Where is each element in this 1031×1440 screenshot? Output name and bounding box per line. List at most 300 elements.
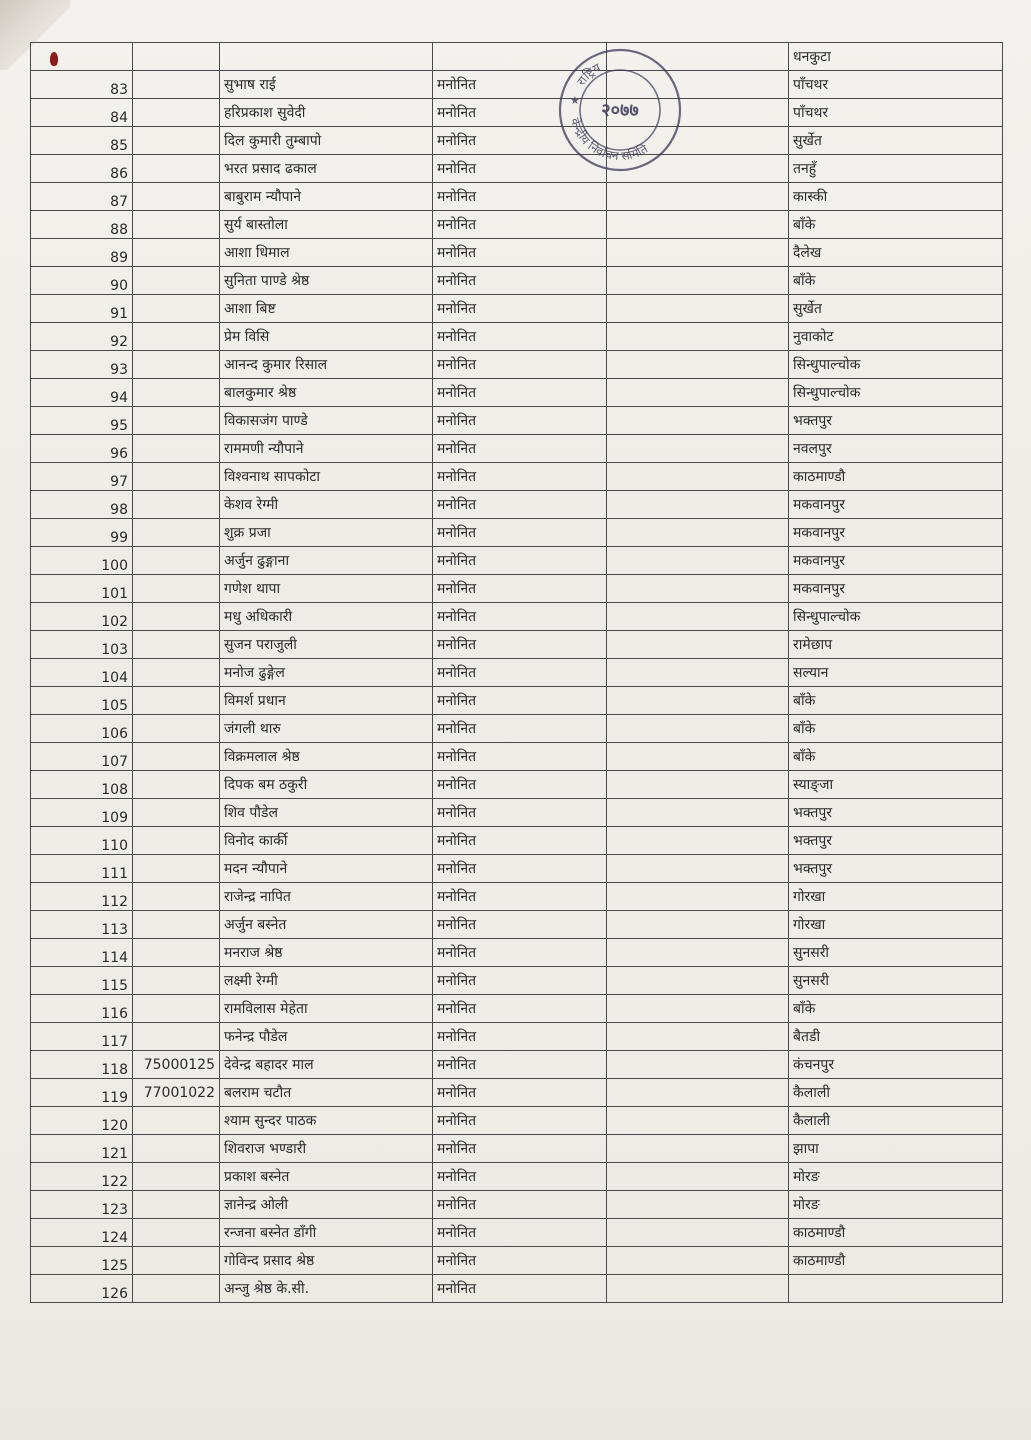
- serial-number-cell: 120: [31, 1107, 133, 1135]
- blank-cell: [607, 827, 789, 855]
- district-cell: कास्की: [789, 183, 1003, 211]
- table-row: [31, 967, 1003, 995]
- category-cell: मनोनित: [433, 631, 607, 659]
- table-row: [31, 631, 1003, 659]
- table-row: [31, 1079, 1003, 1107]
- district-cell: गोरखा: [789, 883, 1003, 911]
- member-id-cell: [133, 827, 220, 855]
- category-cell: मनोनित: [433, 71, 607, 99]
- serial-number-cell: 90: [31, 267, 133, 295]
- table-row: [31, 491, 1003, 519]
- candidate-name-cell: विक्रमलाल श्रेष्ठ: [220, 743, 433, 771]
- category-cell: मनोनित: [433, 323, 607, 351]
- table-row: [31, 323, 1003, 351]
- category-cell: मनोनित: [433, 827, 607, 855]
- table-row: [31, 351, 1003, 379]
- district-cell: कैलाली: [789, 1107, 1003, 1135]
- blank-cell: [607, 1191, 789, 1219]
- table-row: [31, 1219, 1003, 1247]
- category-cell: मनोनित: [433, 407, 607, 435]
- serial-number-cell: 111: [31, 855, 133, 883]
- district-cell: बाँके: [789, 687, 1003, 715]
- member-id-cell: [133, 99, 220, 127]
- district-cell: सुनसरी: [789, 939, 1003, 967]
- candidate-name-cell: आशा बिष्ट: [220, 295, 433, 323]
- header-cell: [31, 43, 133, 71]
- district-cell: सिन्धुपाल्चोक: [789, 351, 1003, 379]
- category-cell: मनोनित: [433, 1051, 607, 1079]
- category-cell: मनोनित: [433, 379, 607, 407]
- blank-cell: [607, 575, 789, 603]
- candidate-name-cell: श्याम सुन्दर पाठक: [220, 1107, 433, 1135]
- category-cell: मनोनित: [433, 1191, 607, 1219]
- member-id-cell: [133, 1135, 220, 1163]
- candidate-name-cell: शिव पौडेल: [220, 799, 433, 827]
- serial-number-cell: 113: [31, 911, 133, 939]
- member-id-cell: [133, 715, 220, 743]
- candidate-name-cell: प्रकाश बस्नेत: [220, 1163, 433, 1191]
- category-cell: मनोनित: [433, 239, 607, 267]
- district-cell: मोरङ: [789, 1191, 1003, 1219]
- table-row: [31, 1051, 1003, 1079]
- serial-number-cell: 116: [31, 995, 133, 1023]
- candidate-name-cell: भरत प्रसाद ढकाल: [220, 155, 433, 183]
- district-cell: कंचनपुर: [789, 1051, 1003, 1079]
- category-cell: मनोनित: [433, 491, 607, 519]
- table-row: [31, 911, 1003, 939]
- district-cell: सिन्धुपाल्चोक: [789, 379, 1003, 407]
- blank-cell: [607, 183, 789, 211]
- table-row: [31, 771, 1003, 799]
- table-row: [31, 687, 1003, 715]
- serial-number-cell: 87: [31, 183, 133, 211]
- blank-cell: [607, 743, 789, 771]
- member-id-cell: [133, 1247, 220, 1275]
- serial-number-cell: 123: [31, 1191, 133, 1219]
- blank-cell: [607, 379, 789, 407]
- table-row: [31, 1023, 1003, 1051]
- candidate-name-cell: सुर्य बास्तोला: [220, 211, 433, 239]
- category-cell: मनोनित: [433, 687, 607, 715]
- candidate-name-cell: राममणी न्यौपाने: [220, 435, 433, 463]
- stamp-top-text: राष्ट्रिय: [573, 60, 603, 89]
- blank-cell: [607, 1051, 789, 1079]
- member-id-cell: [133, 351, 220, 379]
- district-cell: सिन्धुपाल्चोक: [789, 603, 1003, 631]
- category-cell: मनोनित: [433, 1135, 607, 1163]
- district-cell: भक्तपुर: [789, 827, 1003, 855]
- member-id-cell: 75000125: [133, 1051, 220, 1079]
- district-cell: बाँके: [789, 995, 1003, 1023]
- table-row: [31, 295, 1003, 323]
- candidate-name-cell: विश्वनाथ सापकोटा: [220, 463, 433, 491]
- member-id-cell: [133, 379, 220, 407]
- table-row: [31, 659, 1003, 687]
- serial-number-cell: 88: [31, 211, 133, 239]
- serial-number-cell: 103: [31, 631, 133, 659]
- district-cell: सल्यान: [789, 659, 1003, 687]
- official-stamp: [556, 46, 684, 174]
- blank-cell: [607, 1107, 789, 1135]
- member-id-cell: [133, 1023, 220, 1051]
- serial-number-cell: 104: [31, 659, 133, 687]
- table-row: [31, 799, 1003, 827]
- table-row: [31, 827, 1003, 855]
- member-id-cell: [133, 183, 220, 211]
- member-id-cell: [133, 1107, 220, 1135]
- district-cell: तनहुँ: [789, 155, 1003, 183]
- category-cell: मनोनित: [433, 463, 607, 491]
- table-row: [31, 883, 1003, 911]
- table-row: [31, 71, 1003, 99]
- candidate-table: [30, 42, 1003, 1303]
- district-cell: झापा: [789, 1135, 1003, 1163]
- serial-number-cell: 83: [31, 71, 133, 99]
- member-id-cell: [133, 1191, 220, 1219]
- district-cell: दैलेख: [789, 239, 1003, 267]
- member-id-cell: [133, 939, 220, 967]
- table-row: [31, 127, 1003, 155]
- serial-number-cell: 99: [31, 519, 133, 547]
- candidate-name-cell: जंगली थारु: [220, 715, 433, 743]
- candidate-name-cell: विकासजंग पाण्डे: [220, 407, 433, 435]
- category-cell: मनोनित: [433, 267, 607, 295]
- category-cell: मनोनित: [433, 659, 607, 687]
- candidate-name-cell: राजेन्द्र नापित: [220, 883, 433, 911]
- serial-number-cell: 121: [31, 1135, 133, 1163]
- serial-number-cell: 89: [31, 239, 133, 267]
- table-row: [31, 1275, 1003, 1303]
- candidate-name-cell: प्रेम विसि: [220, 323, 433, 351]
- table-row: [31, 939, 1003, 967]
- serial-number-cell: 101: [31, 575, 133, 603]
- serial-number-cell: 125: [31, 1247, 133, 1275]
- blank-cell: [607, 883, 789, 911]
- candidate-name-cell: बलराम चटौत: [220, 1079, 433, 1107]
- member-id-cell: [133, 295, 220, 323]
- district-cell: भक्तपुर: [789, 407, 1003, 435]
- member-id-cell: [133, 211, 220, 239]
- candidate-name-cell: शिवराज भण्डारी: [220, 1135, 433, 1163]
- blank-cell: [607, 239, 789, 267]
- category-cell: मनोनित: [433, 855, 607, 883]
- category-cell: मनोनित: [433, 1247, 607, 1275]
- table-row: [31, 547, 1003, 575]
- candidate-name-cell: विमर्श प्रधान: [220, 687, 433, 715]
- district-cell: रामेछाप: [789, 631, 1003, 659]
- category-cell: मनोनित: [433, 1023, 607, 1051]
- serial-number-cell: 85: [31, 127, 133, 155]
- district-cell: मकवानपुर: [789, 491, 1003, 519]
- blank-cell: [607, 1079, 789, 1107]
- member-id-cell: [133, 771, 220, 799]
- table-row: [31, 743, 1003, 771]
- member-id-cell: [133, 1275, 220, 1303]
- district-cell: बाँके: [789, 715, 1003, 743]
- category-cell: मनोनित: [433, 799, 607, 827]
- blank-cell: [607, 855, 789, 883]
- blank-cell: [607, 267, 789, 295]
- member-id-cell: [133, 995, 220, 1023]
- candidate-name-cell: दिपक बम ठकुरी: [220, 771, 433, 799]
- serial-number-cell: 124: [31, 1219, 133, 1247]
- blank-cell: [607, 491, 789, 519]
- blank-cell: [607, 1023, 789, 1051]
- member-id-cell: [133, 687, 220, 715]
- district-cell: बाँके: [789, 743, 1003, 771]
- district-cell: स्याङ्जा: [789, 771, 1003, 799]
- member-id-cell: [133, 1219, 220, 1247]
- candidate-name-cell: विनोद कार्की: [220, 827, 433, 855]
- blank-cell: [607, 995, 789, 1023]
- table-row: [31, 183, 1003, 211]
- candidate-name-cell: मदन न्यौपाने: [220, 855, 433, 883]
- category-cell: मनोनित: [433, 99, 607, 127]
- blank-cell: [607, 463, 789, 491]
- table-row: [31, 267, 1003, 295]
- member-id-cell: [133, 631, 220, 659]
- member-id-cell: [133, 435, 220, 463]
- district-cell: काठमाण्डौ: [789, 463, 1003, 491]
- serial-number-cell: 94: [31, 379, 133, 407]
- category-cell: मनोनित: [433, 1163, 607, 1191]
- district-cell: काठमाण्डौ: [789, 1247, 1003, 1275]
- district-cell: मोरङ: [789, 1163, 1003, 1191]
- district-cell: नुवाकोट: [789, 323, 1003, 351]
- table-row: [31, 1247, 1003, 1275]
- table-row: [31, 1191, 1003, 1219]
- member-id-cell: [133, 519, 220, 547]
- category-cell: मनोनित: [433, 211, 607, 239]
- serial-number-cell: 117: [31, 1023, 133, 1051]
- candidate-table-body: [31, 43, 1003, 1303]
- table-row: [31, 435, 1003, 463]
- member-id-cell: [133, 407, 220, 435]
- member-id-cell: [133, 855, 220, 883]
- blank-cell: [607, 407, 789, 435]
- candidate-name-cell: रन्जना बस्नेत डाँगी: [220, 1219, 433, 1247]
- candidate-name-cell: ज्ञानेन्द्र ओली: [220, 1191, 433, 1219]
- candidate-name-cell: अर्जुन ढुङ्गाना: [220, 547, 433, 575]
- member-id-cell: [133, 1163, 220, 1191]
- member-id-cell: [133, 491, 220, 519]
- candidate-name-cell: आशा धिमाल: [220, 239, 433, 267]
- district-cell: भक्तपुर: [789, 855, 1003, 883]
- candidate-name-cell: फनेन्द्र पौडेल: [220, 1023, 433, 1051]
- district-cell: बाँके: [789, 211, 1003, 239]
- blank-cell: [607, 911, 789, 939]
- blank-cell: [607, 1275, 789, 1303]
- blank-cell: [607, 295, 789, 323]
- district-cell: सुर्खेत: [789, 127, 1003, 155]
- stamp-graphic: [556, 46, 684, 174]
- candidate-name-cell: मधु अधिकारी: [220, 603, 433, 631]
- candidate-name-cell: मनोज ढुङ्गेल: [220, 659, 433, 687]
- table-row: [31, 1135, 1003, 1163]
- serial-number-cell: 92: [31, 323, 133, 351]
- blank-cell: [607, 687, 789, 715]
- category-cell: मनोनित: [433, 1219, 607, 1247]
- member-id-cell: [133, 659, 220, 687]
- candidate-name-cell: अन्जु श्रेष्ठ के.सी.: [220, 1275, 433, 1303]
- serial-number-cell: 98: [31, 491, 133, 519]
- serial-number-cell: 86: [31, 155, 133, 183]
- member-id-cell: [133, 463, 220, 491]
- blank-cell: [607, 967, 789, 995]
- blank-cell: [607, 1163, 789, 1191]
- serial-number-cell: 102: [31, 603, 133, 631]
- candidate-name-cell: सुजन पराजुली: [220, 631, 433, 659]
- category-cell: मनोनित: [433, 1107, 607, 1135]
- serial-number-cell: 100: [31, 547, 133, 575]
- serial-number-cell: 109: [31, 799, 133, 827]
- member-id-cell: [133, 239, 220, 267]
- candidate-name-cell: बाबुराम न्यौपाने: [220, 183, 433, 211]
- table-row: [31, 603, 1003, 631]
- serial-number-cell: 93: [31, 351, 133, 379]
- blank-cell: [607, 323, 789, 351]
- candidate-name-cell: सुभाष राई: [220, 71, 433, 99]
- candidate-name-cell: रामविलास मेहेता: [220, 995, 433, 1023]
- table-row: [31, 407, 1003, 435]
- district-cell: मकवानपुर: [789, 547, 1003, 575]
- blank-cell: [607, 603, 789, 631]
- category-cell: मनोनित: [433, 155, 607, 183]
- serial-number-cell: 91: [31, 295, 133, 323]
- serial-number-cell: 108: [31, 771, 133, 799]
- category-cell: मनोनित: [433, 295, 607, 323]
- category-cell: मनोनित: [433, 715, 607, 743]
- stamp-bottom-text: केन्द्रीय निर्वाचन समिति: [567, 116, 651, 164]
- member-id-cell: [133, 967, 220, 995]
- serial-number-cell: 110: [31, 827, 133, 855]
- blank-cell: [607, 211, 789, 239]
- district-cell: बैतडी: [789, 1023, 1003, 1051]
- serial-number-cell: 84: [31, 99, 133, 127]
- member-id-cell: [133, 575, 220, 603]
- serial-number-cell: 106: [31, 715, 133, 743]
- serial-number-cell: 122: [31, 1163, 133, 1191]
- category-cell: मनोनित: [433, 575, 607, 603]
- table-row: [31, 379, 1003, 407]
- table-row: [31, 463, 1003, 491]
- member-id-cell: 77001022: [133, 1079, 220, 1107]
- candidate-name-cell: आनन्द कुमार रिसाल: [220, 351, 433, 379]
- category-cell: मनोनित: [433, 911, 607, 939]
- district-cell: सुनसरी: [789, 967, 1003, 995]
- district-cell: बाँके: [789, 267, 1003, 295]
- table-row: [31, 99, 1003, 127]
- district-cell: भक्तपुर: [789, 799, 1003, 827]
- candidate-name-cell: देवेन्द्र बहादर माल: [220, 1051, 433, 1079]
- serial-number-cell: 96: [31, 435, 133, 463]
- category-cell: मनोनित: [433, 883, 607, 911]
- category-cell: मनोनित: [433, 995, 607, 1023]
- stamp-star-icon: ★: [570, 94, 580, 107]
- category-cell: मनोनित: [433, 183, 607, 211]
- member-id-cell: [133, 799, 220, 827]
- blank-cell: [607, 659, 789, 687]
- table-row: [31, 155, 1003, 183]
- member-id-cell: [133, 547, 220, 575]
- serial-number-cell: 107: [31, 743, 133, 771]
- member-id-cell: [133, 603, 220, 631]
- serial-number-cell: 112: [31, 883, 133, 911]
- serial-number-cell: 105: [31, 687, 133, 715]
- member-id-cell: [133, 883, 220, 911]
- table-row: [31, 211, 1003, 239]
- district-cell: पाँचथर: [789, 99, 1003, 127]
- category-cell: मनोनित: [433, 351, 607, 379]
- member-id-cell: [133, 71, 220, 99]
- candidate-name-cell: गोविन्द प्रसाद श्रेष्ठ: [220, 1247, 433, 1275]
- serial-number-cell: 126: [31, 1275, 133, 1303]
- district-cell: मकवानपुर: [789, 519, 1003, 547]
- table-row: [31, 995, 1003, 1023]
- category-cell: मनोनित: [433, 771, 607, 799]
- serial-number-cell: 115: [31, 967, 133, 995]
- district-cell: मकवानपुर: [789, 575, 1003, 603]
- candidate-name-cell: शुक्र प्रजा: [220, 519, 433, 547]
- blank-cell: [607, 435, 789, 463]
- table-row: [31, 1107, 1003, 1135]
- serial-number-cell: 97: [31, 463, 133, 491]
- category-cell: मनोनित: [433, 435, 607, 463]
- district-cell: पाँचथर: [789, 71, 1003, 99]
- member-id-cell: [133, 911, 220, 939]
- blank-cell: [607, 1135, 789, 1163]
- category-cell: मनोनित: [433, 967, 607, 995]
- candidate-name-cell: दिल कुमारी तुम्बापो: [220, 127, 433, 155]
- blank-cell: [607, 1247, 789, 1275]
- category-cell: मनोनित: [433, 1079, 607, 1107]
- blank-cell: [607, 351, 789, 379]
- district-cell: काठमाण्डौ: [789, 1219, 1003, 1247]
- district-cell: गोरखा: [789, 911, 1003, 939]
- category-cell: मनोनित: [433, 743, 607, 771]
- table-row: [31, 519, 1003, 547]
- serial-number-cell: 118: [31, 1051, 133, 1079]
- table-row: [31, 239, 1003, 267]
- table-row: [31, 1163, 1003, 1191]
- header-cell: [133, 43, 220, 71]
- header-row: [31, 43, 1003, 71]
- member-id-cell: [133, 127, 220, 155]
- category-cell: मनोनित: [433, 519, 607, 547]
- header-cell: [220, 43, 433, 71]
- district-cell: [789, 1275, 1003, 1303]
- blank-cell: [607, 547, 789, 575]
- district-cell: सुर्खेत: [789, 295, 1003, 323]
- table-row: [31, 715, 1003, 743]
- candidate-name-cell: लक्ष्मी रेग्मी: [220, 967, 433, 995]
- candidate-name-cell: अर्जुन बस्नेत: [220, 911, 433, 939]
- table-row: [31, 855, 1003, 883]
- header-district: धनकुटा: [789, 43, 1003, 71]
- blank-cell: [607, 631, 789, 659]
- member-id-cell: [133, 155, 220, 183]
- candidate-name-cell: बालकुमार श्रेष्ठ: [220, 379, 433, 407]
- blank-cell: [607, 771, 789, 799]
- category-cell: मनोनित: [433, 603, 607, 631]
- category-cell: मनोनित: [433, 547, 607, 575]
- district-cell: नवलपुर: [789, 435, 1003, 463]
- category-cell: मनोनित: [433, 1275, 607, 1303]
- candidate-name-cell: मनराज श्रेष्ठ: [220, 939, 433, 967]
- blank-cell: [607, 1219, 789, 1247]
- candidate-name-cell: गणेश थापा: [220, 575, 433, 603]
- candidate-name-cell: सुनिता पाण्डे श्रेष्ठ: [220, 267, 433, 295]
